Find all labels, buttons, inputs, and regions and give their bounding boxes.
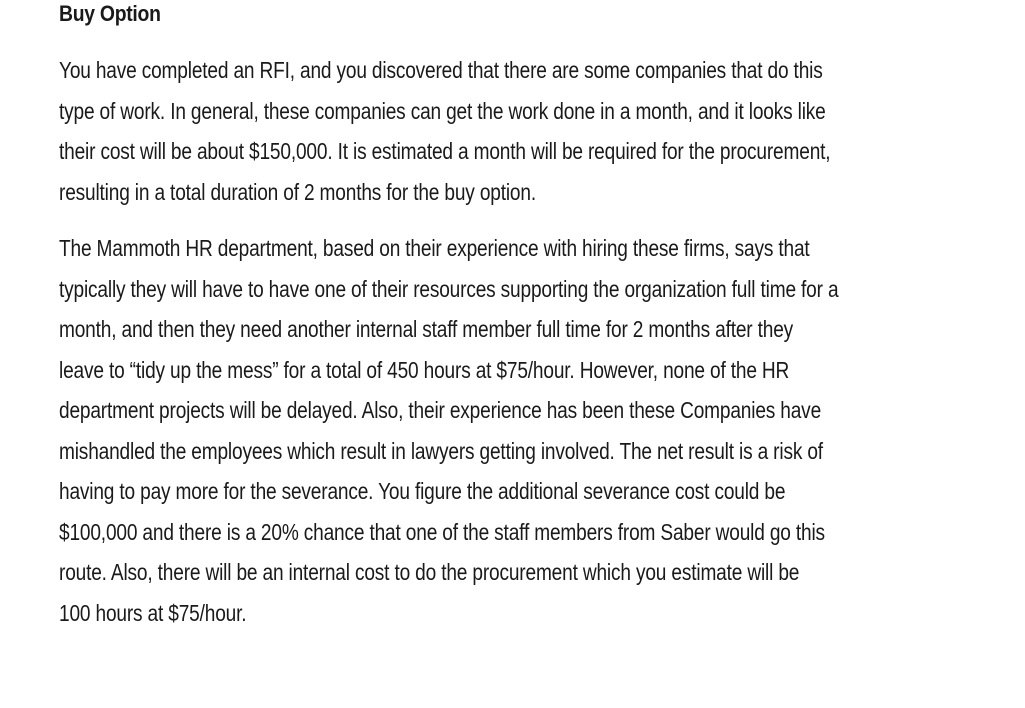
paragraph-line: $100,000 and there is a 20% chance that one of the staff members from Saber would go this (59, 518, 825, 545)
paragraph-line: department projects will be delayed. Also, their experience has been these Companies have (59, 397, 822, 423)
paragraph-line: resulting in a total duration of 2 months for the buy option. (59, 178, 536, 205)
paragraph-line: type of work. In general, these companies can get the work done in a month, and it looks like (59, 97, 826, 124)
paragraph-line: The Mammoth HR department, based on their experience with hiring these firms, says that (59, 235, 810, 261)
paragraph-line: You have completed an RFI, and you discovered that there are some companies that do this (59, 57, 823, 83)
document (59, 0, 959, 626)
paragraph-line: their cost will be about $150,000. It is estimated a month will be required for the procurement, (59, 138, 831, 164)
paragraph-hr-department (59, 228, 955, 633)
section-heading: Buy Option (59, 1, 161, 26)
paragraph-line: month, and then they need another internal staff member full time for 2 months after they (59, 316, 794, 342)
paragraph-rfi-findings (59, 50, 955, 212)
paragraph-line: leave to “tidy up the mess” for a total of 450 hours at $75/hour. However, none of the HR (59, 356, 790, 383)
paragraph-line: typically they will have to have one of their resources supporting the organization full time for a (59, 275, 839, 302)
paragraph-line: having to pay more for the severance. You figure the additional severance cost could be (59, 478, 786, 504)
paragraph-line: mishandled the employees which result in lawyers getting involved. The net result is a risk of (59, 437, 823, 464)
paragraph-line: 100 hours at $75/hour. (59, 599, 247, 626)
paragraph-line: route. Also, there will be an internal cost to do the procurement which you estimate will be (59, 559, 800, 585)
